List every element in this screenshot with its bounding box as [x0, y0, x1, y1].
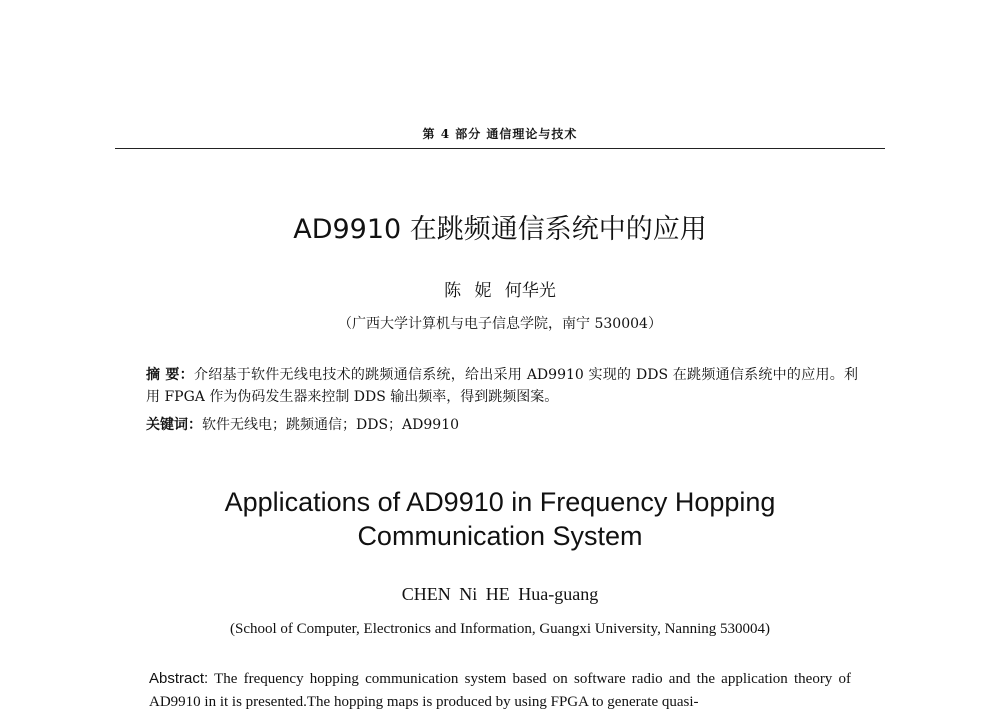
chinese-keywords — [146, 414, 858, 436]
english-affiliation: (School of Computer, Electronics and Information, Guangxi University, Nanning 530004) — [230, 621, 770, 637]
header-rule — [115, 148, 885, 149]
english-title — [0, 485, 1000, 553]
chinese-keywords-text: 软件无线电；跳频通信；DDS；AD9910 — [202, 417, 460, 433]
chinese-abstract — [146, 364, 858, 408]
chinese-affiliation: （广西大学计算机与电子信息学院，南宁 530004） — [338, 316, 662, 332]
english-title-line-2: Communication System — [357, 521, 643, 551]
chinese-authors: 陈 妮 何华光 — [444, 281, 556, 301]
english-abstract-text: The frequency hopping communication system based on software radio and the application theory of AD9910 in it is presented.The hopping maps is produced by using FPGA to generate quasi- — [149, 671, 851, 710]
chinese-abstract-label: 摘 要： — [146, 367, 194, 383]
chinese-keywords-label: 关键词： — [146, 417, 202, 433]
english-title-line-1: Applications of AD9910 in Frequency Hopping — [224, 487, 776, 517]
english-abstract — [149, 667, 851, 714]
english-authors: CHEN Ni HE Hua-guang — [401, 584, 599, 604]
english-abstract-label: Abstract: — [149, 670, 209, 687]
chinese-title: AD9910 在跳频通信系统中的应用 — [293, 214, 707, 245]
chinese-abstract-text: 介绍基于软件无线电技术的跳频通信系统，给出采用 AD9910 实现的 DDS 在跳频通信系统中的应用。利用 FPGA 作为伪码发生器来控制 DDS 输出频率，得到跳频图案。 — [146, 367, 858, 405]
running-header: 第 4 部分 通信理论与技术 — [422, 127, 578, 141]
